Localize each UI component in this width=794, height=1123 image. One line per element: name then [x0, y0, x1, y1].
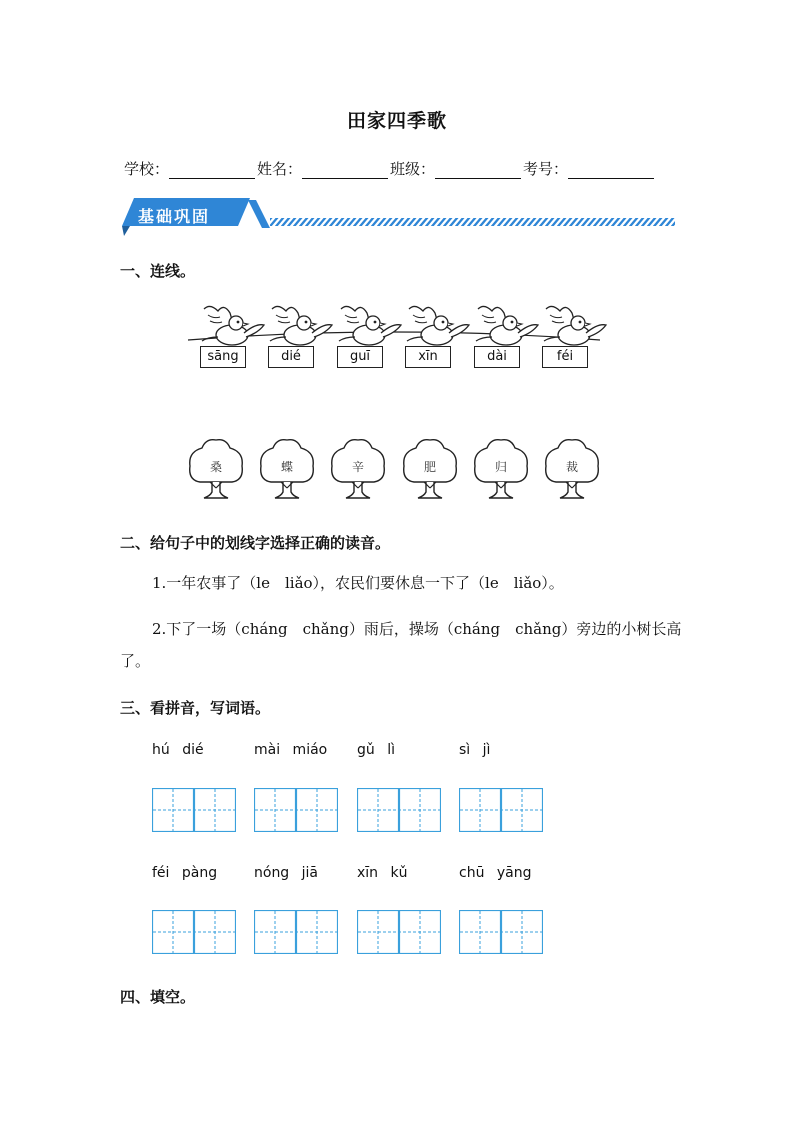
pinyin-card: dài — [474, 346, 520, 368]
pinyin-prompt: xīn kǔ — [357, 865, 408, 881]
name-blank — [302, 162, 388, 179]
question-2-2-line1: 2.下了一场（cháng chǎng）雨后，操场（cháng chǎng）旁边的小树长高 — [152, 620, 682, 638]
pinyin-prompt: nóng jiā — [254, 865, 319, 881]
section-4-heading: 四、填空。 — [120, 988, 196, 1006]
writing-grid[interactable] — [459, 788, 543, 832]
writing-grid[interactable] — [357, 910, 441, 954]
writing-grid[interactable] — [254, 910, 338, 954]
section-3-heading: 三、看拼音，写词语。 — [120, 699, 271, 717]
question-2-2-line2: 了。 — [120, 652, 151, 670]
pinyin-card: féi — [542, 346, 588, 368]
writing-grid[interactable] — [254, 788, 338, 832]
school-blank — [169, 162, 255, 179]
pinyin-prompt: sì jì — [459, 742, 491, 758]
tree-character: 肥 — [423, 460, 436, 474]
section-1-heading: 一、连线。 — [120, 262, 196, 280]
pinyin-prompt: hú dié — [152, 742, 204, 758]
pinyin-prompt: féi pàng — [152, 865, 218, 881]
question-2-1: 1.一年农事了（le liǎo），农民们要休息一下了（le liǎo）。 — [152, 574, 564, 592]
pinyin-card: dié — [268, 346, 314, 368]
writing-grid[interactable] — [152, 910, 236, 954]
pinyin-prompt: gǔ lì — [357, 742, 395, 758]
tree-character: 归 — [494, 460, 507, 474]
school-label: 学校： — [124, 160, 170, 178]
tree-character: 辛 — [351, 460, 364, 474]
pinyin-card: guī — [337, 346, 383, 368]
name-label: 姓名： — [257, 160, 303, 178]
writing-grid[interactable] — [152, 788, 236, 832]
pinyin-prompt: mài miáo — [254, 742, 328, 758]
info-line — [124, 158, 656, 179]
tree-character: 桑 — [209, 460, 222, 474]
pinyin-card: xīn — [405, 346, 451, 368]
banner-label: 基础巩固 — [138, 207, 211, 226]
page-title: 田家四季歌 — [346, 110, 447, 132]
section-2-heading: 二、给句子中的划线字选择正确的读音。 — [120, 534, 391, 552]
pinyin-prompt: chū yāng — [459, 865, 532, 881]
exam-number-blank — [568, 162, 654, 179]
tree-character: 蝶 — [280, 460, 293, 474]
class-label: 班级： — [390, 160, 436, 178]
exam-number-label: 考号： — [523, 160, 569, 178]
tree-character: 裁 — [565, 460, 578, 474]
class-blank — [435, 162, 521, 179]
writing-grid[interactable] — [459, 910, 543, 954]
writing-grid[interactable] — [357, 788, 441, 832]
pinyin-card: sāng — [200, 346, 246, 368]
